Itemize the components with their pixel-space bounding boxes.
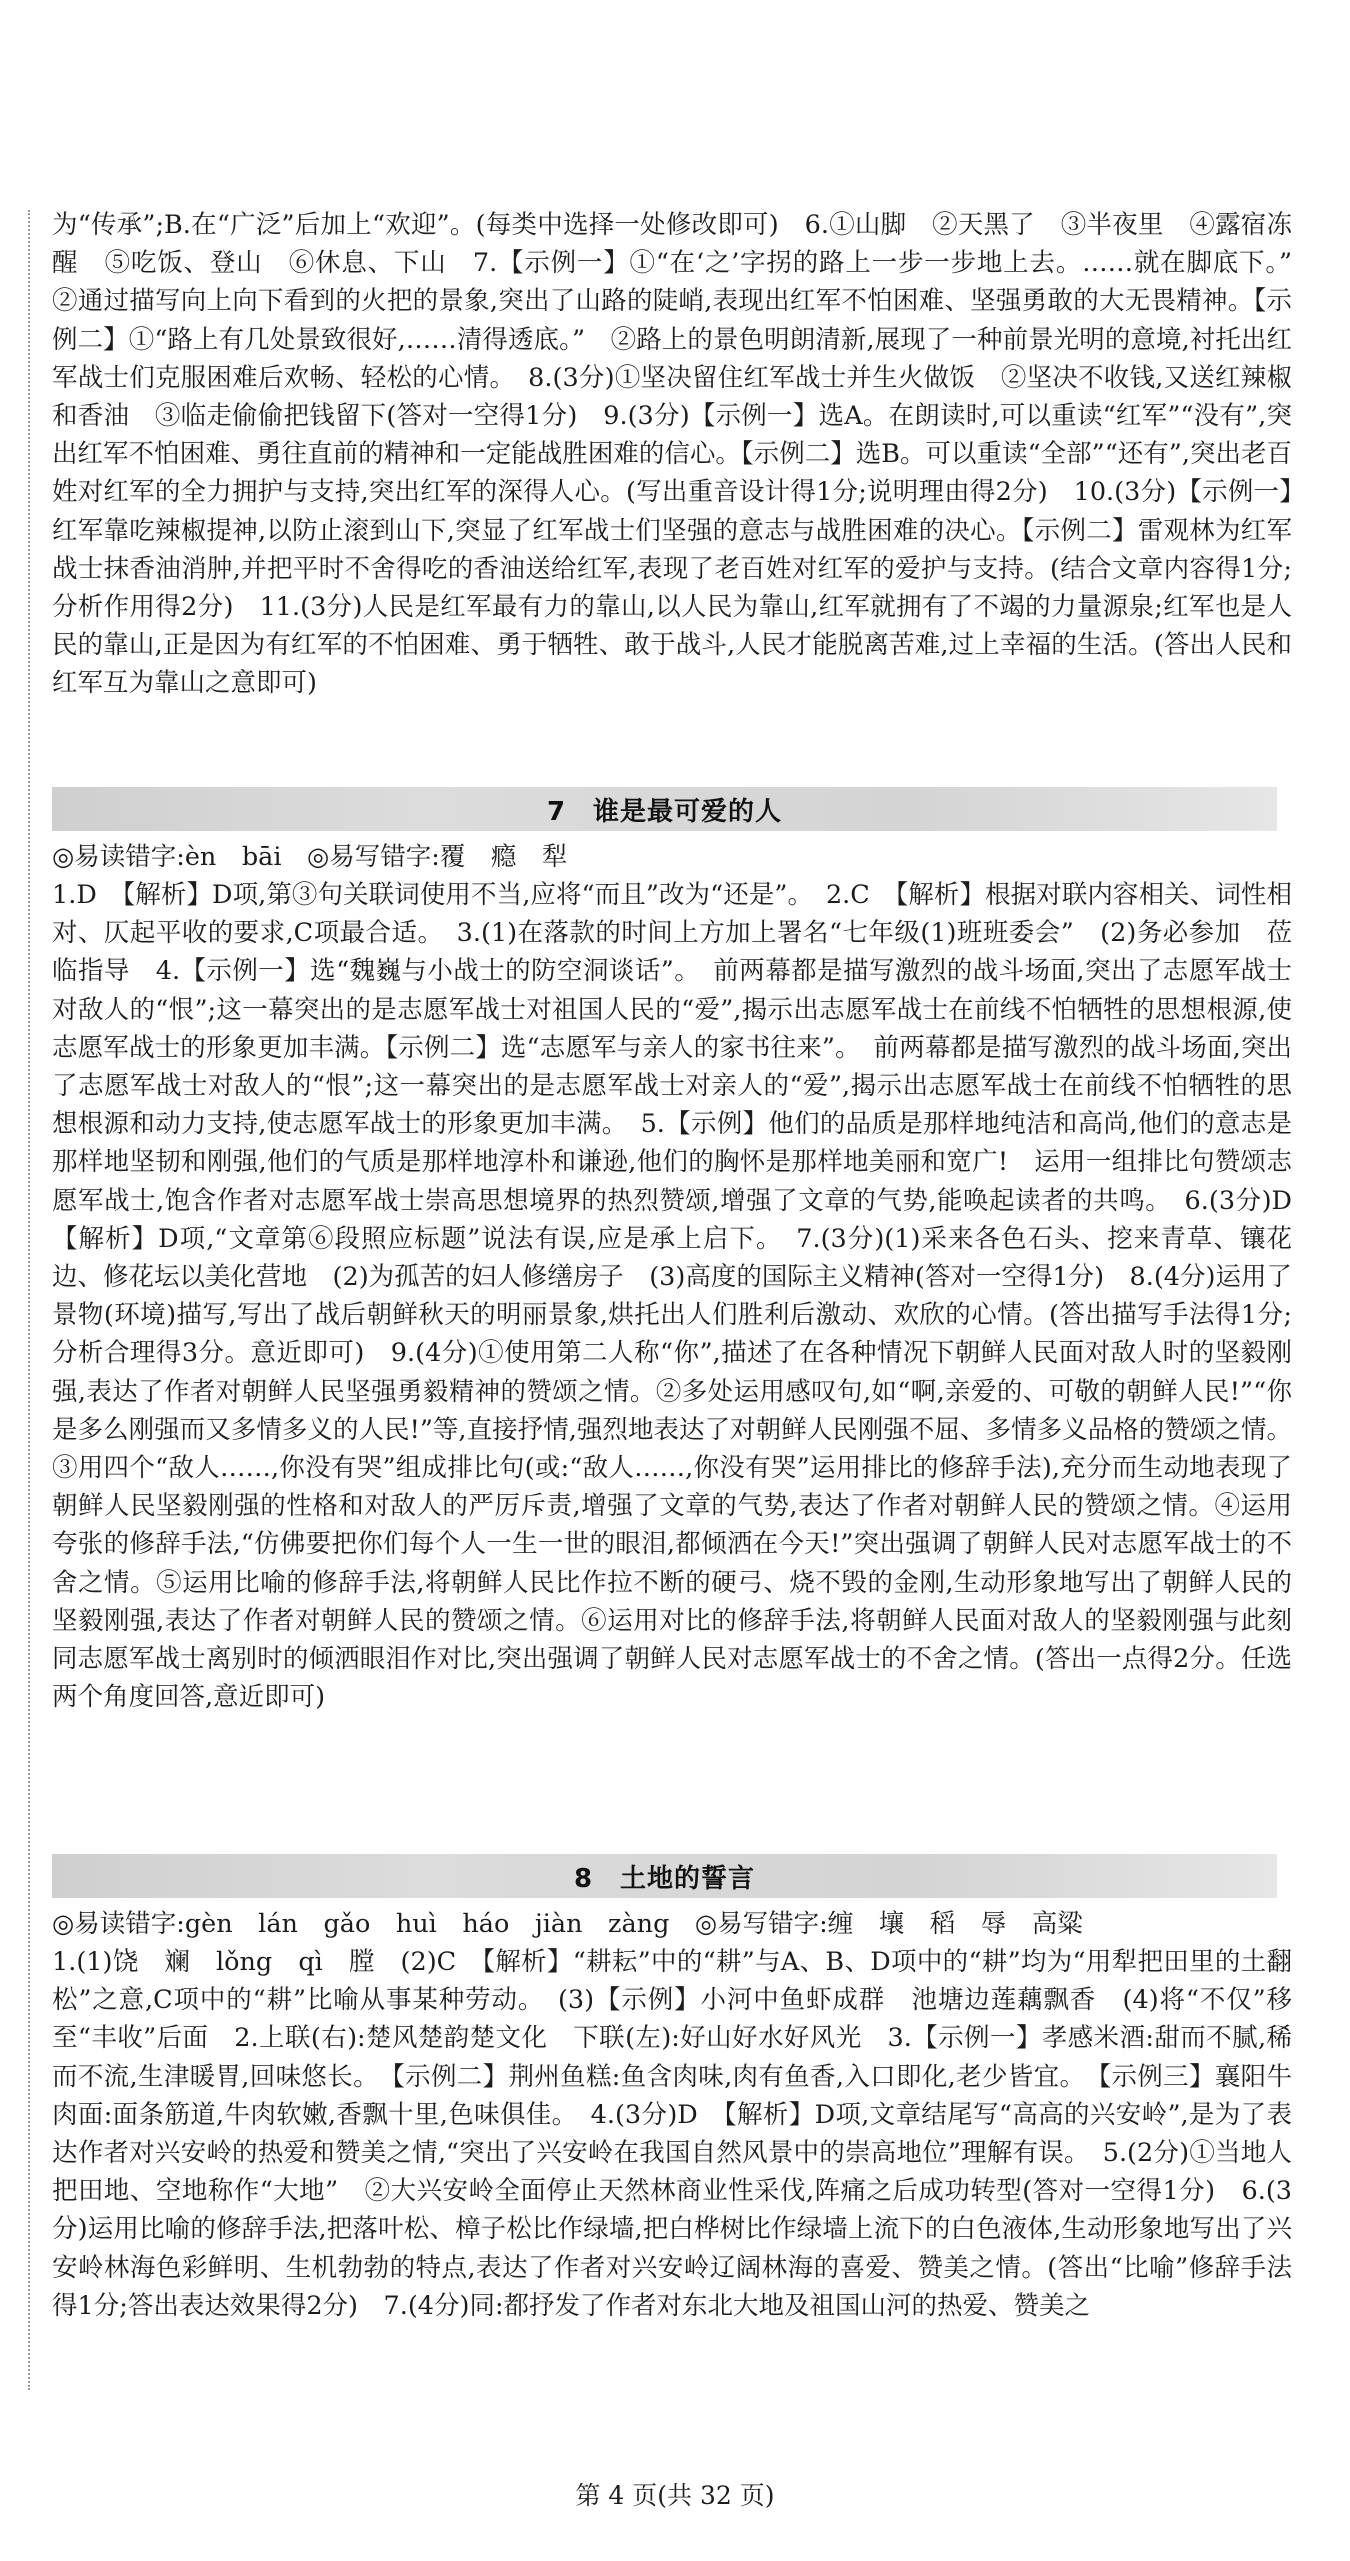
margin-dotted-line — [28, 210, 30, 2390]
section-7-answers: 1.D 【解析】D项,第③句关联词使用不当,应将“而且”改为“还是”。 2.C 【解析】根据对联内容相关、词性相对、仄起平收的要求,C项最合适。 3.(1)在落款的时间上方加上署名“七年级(1)班班委会” (2)务必参加 莅临指导 4.【示例一】选“魏巍与小战士的防空洞谈话”。 前两幕都是描写激烈的战斗场面,突出了志愿军战士对敌人的“恨”;这一幕突出的是志愿军战士对祖国人民的“爱”,揭示出志愿军战士在前线不怕牺牲的思想根源,使志愿军战士的形象更加丰满。【示例二】选“志愿军与亲人的家书往来”。 前两幕都是描写激烈的战斗场面,突出了志愿军战士对敌人的“恨”;这一幕突出的是志愿军战士对亲人的“爱”,揭示出志愿军战士在前线不怕牺牲的思想根源和动力支持,使志愿军战士的形象更加丰满。 5.【示例】他们的品质是那样地纯洁和高尚,他们的意志是那样地坚韧和刚强,他们的气质是那样地淳朴和谦逊,他们的胸怀是那样地美丽和宽广! 运用一组排比句赞颂志愿军战士,饱含作者对志愿军战士崇高思想境界的热烈赞颂,增强了文章的气势,能唤起读者的共鸣。 6.(3分)D 【解析】D项,“文章第⑥段照应标题”说法有误,应是承上启下。 7.(3分)(1)采来各色石头、挖来青草、镶花边、修花坛以美化营地 (2)为孤苦的妇人修缮房子 (3)高度的国际主义精神(答对一空得1分) 8.(4分)运用了景物(环境)描写,写出了战后朝鲜秋天的明丽景象,烘托出人们胜利后激动、欢欣的心情。(答出描写手法得1分;分析合理得3分。意近即可) 9.(4分)①使用第二人称“你”,描述了在各种情况下朝鲜人民面对敌人时的坚毅刚强,表达了作者对朝鲜人民坚强勇毅精神的赞颂之情。②多处运用感叹句,如“啊,亲爱的、可敬的朝鲜人民!”“你是多么刚强而又多情多义的人民!”等,直接抒情,强烈地表达了对朝鲜人民刚强不屈、多情多义品格的赞颂之情。③用四个“敌人……,你没有哭”组成排比句(或:“敌人……,你没有哭”运用排比的修辞手法),充分而生动地表现了朝鲜人民坚毅刚强的性格和对敌人的严厉斥责,增强了文章的气势,表达了作者对朝鲜人民的赞颂之情。④运用夸张的修辞手法,“仿佛要把你们每个人一生一世的眼泪,都倾洒在今天!”突出强调了朝鲜人民对志愿军战士的不舍之情。⑤运用比喻的修辞手法,将朝鲜人民比作拉不断的硬弓、烧不毁的金刚,生动形象地写出了朝鲜人民的坚毅刚强,表达了作者对朝鲜人民的赞颂之情。⑥运用对比的修辞手法,将朝鲜人民面对敌人的坚毅刚强与此刻同志愿军战士离别时的倾洒眼泪作对比,突出强调了朝鲜人民对志愿军战士的不舍之情。(答出一点得2分。任选两个角度回答,意近即可) — [52, 880, 1318, 1713]
section-8-vocab: ◎易读错字:gèn lán gǎo huì háo jiàn zàng ◎易写错字:缠 壤 稻 辱 高粱 — [52, 1909, 1083, 1939]
section-8-banner — [52, 1854, 1277, 1898]
section-6-answers: 为“传承”;B.在“广泛”后加上“欢迎”。(每类中选择一处修改即可) 6.①山脚 ②天黑了 ③半夜里 ④露宿冻醒 ⑤吃饭、登山 ⑥休息、下山 7.【示例一】①“在‘之’字拐的路上一步一步地上去。……就在脚底下。” ②通过描写向上向下看到的火把的景象,突出了山路的陡峭,表现出红军不怕困难、坚强勇敢的大无畏精神。【示例二】①“路上有几处景致很好,……清得透底。” ②路上的景色明朗清新,展现了一种前景光明的意境,衬托出红军战士们克服困难后欢畅、轻松的心情。 8.(3分)①坚决留住红军战士并生火做饭 ②坚决不收钱,又送红辣椒和香油 ③临走偷偷把钱留下(答对一空得1分) 9.(3分)【示例一】选A。在朗读时,可以重读“红军”“没有”,突出红军不怕困难、勇往直前的精神和一定能战胜困难的信心。【示例二】选B。可以重读“全部”“还有”,突出老百姓对红军的全力拥护与支持,突出红军的深得人心。(写出重音设计得1分;说明理由得2分) 10.(3分)【示例一】红军靠吃辣椒提神,以防止滚到山下,突显了红军战士们坚强的意志与战胜困难的决心。【示例二】雷观林为红军战士抹香油消肿,并把平时不舍得吃的香油送给红军,表现了老百姓对红军的爱护与支持。(结合文章内容得1分;分析作用得2分) 11.(3分)人民是红军最有力的靠山,以人民为靠山,红军就拥有了不竭的力量源泉;红军也是人民的靠山,正是因为有红军的不怕困难、勇于牺牲、敢于战斗,人民才能脱离苦难,过上幸福的生活。(答出人民和红军互为靠山之意即可) — [52, 210, 1318, 699]
section-7-title: 7 谁是最可爱的人 — [546, 796, 783, 827]
section-8-title: 8 土地的誓言 — [573, 1863, 756, 1894]
page-footer: 第 4 页(共 32 页) — [575, 2481, 775, 2510]
section-7-banner — [52, 787, 1277, 831]
section-8-answers: 1.(1)饶 斓 lǒng qì 膛 (2)C 【解析】“耕耘”中的“耕”与A、B、D项中的“耕”均为“用犁把田里的土翻松”之意,C项中的“耕”比喻从事某种劳动。 (3)【示例】小河中鱼虾成群 池塘边莲藕飘香 (4)将“不仅”移至“丰收”后面 2.上联(右):楚风楚韵楚文化 下联(左):好山好水好风光 3.【示例一】孝感米酒:甜而不腻,稀而不流,生津暖胃,回味悠长。 【示例二】荆州鱼糕:鱼含肉味,肉有鱼香,入口即化,老少皆宜。 【示例三】襄阳牛肉面:面条筋道,牛肉软嫩,香飘十里,色味俱佳。 4.(3分)D 【解析】D项,文章结尾写“高高的兴安岭”,是为了表达作者对兴安岭的热爱和赞美之情,“突出了兴安岭在我国自然风景中的崇高地位”理解有误。 5.(2分)①当地人把田地、空地称作“大地” ②大兴安岭全面停止天然林商业性采伐,阵痛之后成功转型(答对一空得1分) 6.(3分)运用比喻的修辞手法,把落叶松、樟子松比作绿墙,把白桦树比作绿墙上流下的白色液体,生动形象地写出了兴安岭林海色彩鲜明、生机勃勃的特点,表达了作者对兴安岭辽阔林海的喜爱、赞美之情。(答出“比喻”修辞手法得1分;答出表达效果得2分) 7.(4分)同:都抒发了作者对东北大地及祖国山河的热爱、赞美之 — [52, 1947, 1292, 2321]
section-7-vocab: ◎易读错字:èn bāi ◎易写错字:覆 瘾 犁 — [52, 842, 568, 872]
